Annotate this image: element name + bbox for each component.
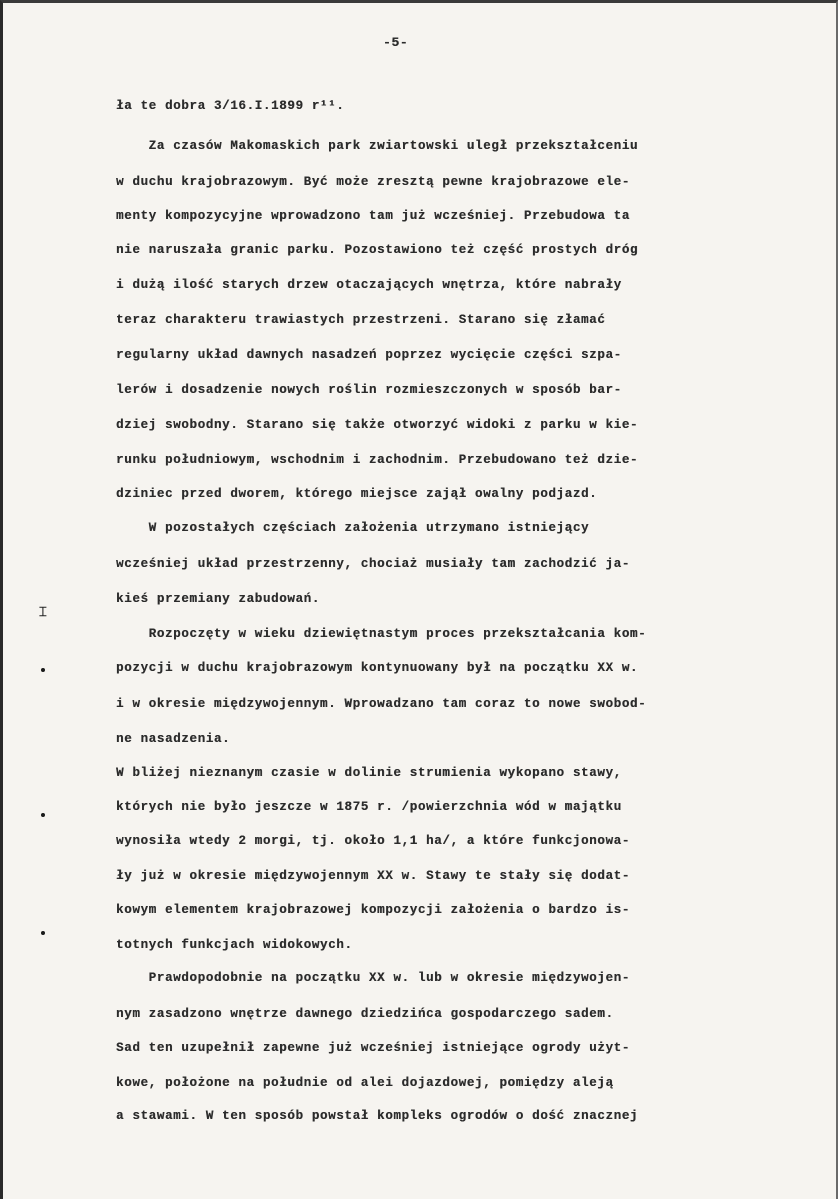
- margin-dot: [41, 813, 45, 817]
- margin-tick-mark: ⌶: [39, 605, 47, 620]
- text-line: lerów i dosadzenie nowych roślin rozmieszczonych w sposób bar-: [116, 383, 622, 397]
- text-line: pozycji w duchu krajobrazowym kontynuowany był na początku XX w.: [116, 661, 639, 675]
- text-line: W pozostałych częściach założenia utrzymano istniejący: [116, 521, 590, 535]
- text-line: i w okresie międzywojennym. Wprowadzano tam coraz to nowe swobod-: [116, 697, 647, 711]
- text-line: a stawami. W ten sposób powstał kompleks ogrodów o dość znacznej: [116, 1109, 639, 1123]
- text-line: Rozpoczęty w wieku dziewiętnastym proces przekształcania kom-: [116, 627, 647, 641]
- text-line: nie naruszała granic parku. Pozostawiono też część prostych dróg: [116, 243, 639, 257]
- text-line: dziej swobodny. Starano się także otworzyć widoki z parku w kie-: [116, 418, 639, 432]
- text-line: dziniec przed dworem, którego miejsce zajął owalny podjazd.: [116, 487, 598, 501]
- text-line: wynosiła wtedy 2 morgi, tj. około 1,1 ha/, a które funkcjonowa-: [116, 834, 630, 848]
- text-line: wcześniej układ przestrzenny, chociaż musiały tam zachodzić ja-: [116, 557, 630, 571]
- text-line: regularny układ dawnych nasadzeń poprzez wycięcie części szpa-: [116, 348, 622, 362]
- text-line: ły już w okresie międzywojennym XX w. Stawy te stały się dodat-: [116, 869, 630, 883]
- text-line: kowe, położone na południe od alei dojazdowej, pomiędzy aleją: [116, 1076, 614, 1090]
- text-line: nym zasadzono wnętrze dawnego dziedzińca gospodarczego sadem.: [116, 1007, 614, 1021]
- text-line: totnych funkcjach widokowych.: [116, 938, 353, 952]
- text-line: ne nasadzenia.: [116, 732, 231, 746]
- text-line: Prawdopodobnie na początku XX w. lub w okresie międzywojen-: [116, 971, 630, 985]
- text-line: Za czasów Makomaskich park zwiartowski uległ przekształceniu: [116, 139, 639, 153]
- text-line: Sad ten uzupełnił zapewne już wcześniej istniejące ogrody użyt-: [116, 1041, 630, 1055]
- text-line: W bliżej nieznanym czasie w dolinie strumienia wykopano stawy,: [116, 766, 622, 780]
- text-line: teraz charakteru trawiastych przestrzeni. Starano się złamać: [116, 313, 606, 327]
- margin-dot: [41, 668, 45, 672]
- text-line: kieś przemiany zabudowań.: [116, 592, 320, 606]
- margin-dot: [41, 931, 45, 935]
- text-line: kowym elementem krajobrazowej kompozycji założenia o bardzo is-: [116, 903, 630, 917]
- text-line: których nie było jeszcze w 1875 r. /powierzchnia wód w majątku: [116, 800, 622, 814]
- text-line: ła te dobra 3/16.I.1899 r¹¹.: [116, 99, 345, 113]
- text-line: runku południowym, wschodnim i zachodnim. Przebudowano też dzie-: [116, 453, 639, 467]
- text-line: menty kompozycyjne wprowadzono tam już wcześniej. Przebudowa ta: [116, 209, 630, 223]
- page-number: -5-: [383, 35, 409, 50]
- text-line: w duchu krajobrazowym. Być może zresztą pewne krajobrazowe ele-: [116, 175, 630, 189]
- text-line: i dużą ilość starych drzew otaczających wnętrza, które nabrały: [116, 278, 622, 292]
